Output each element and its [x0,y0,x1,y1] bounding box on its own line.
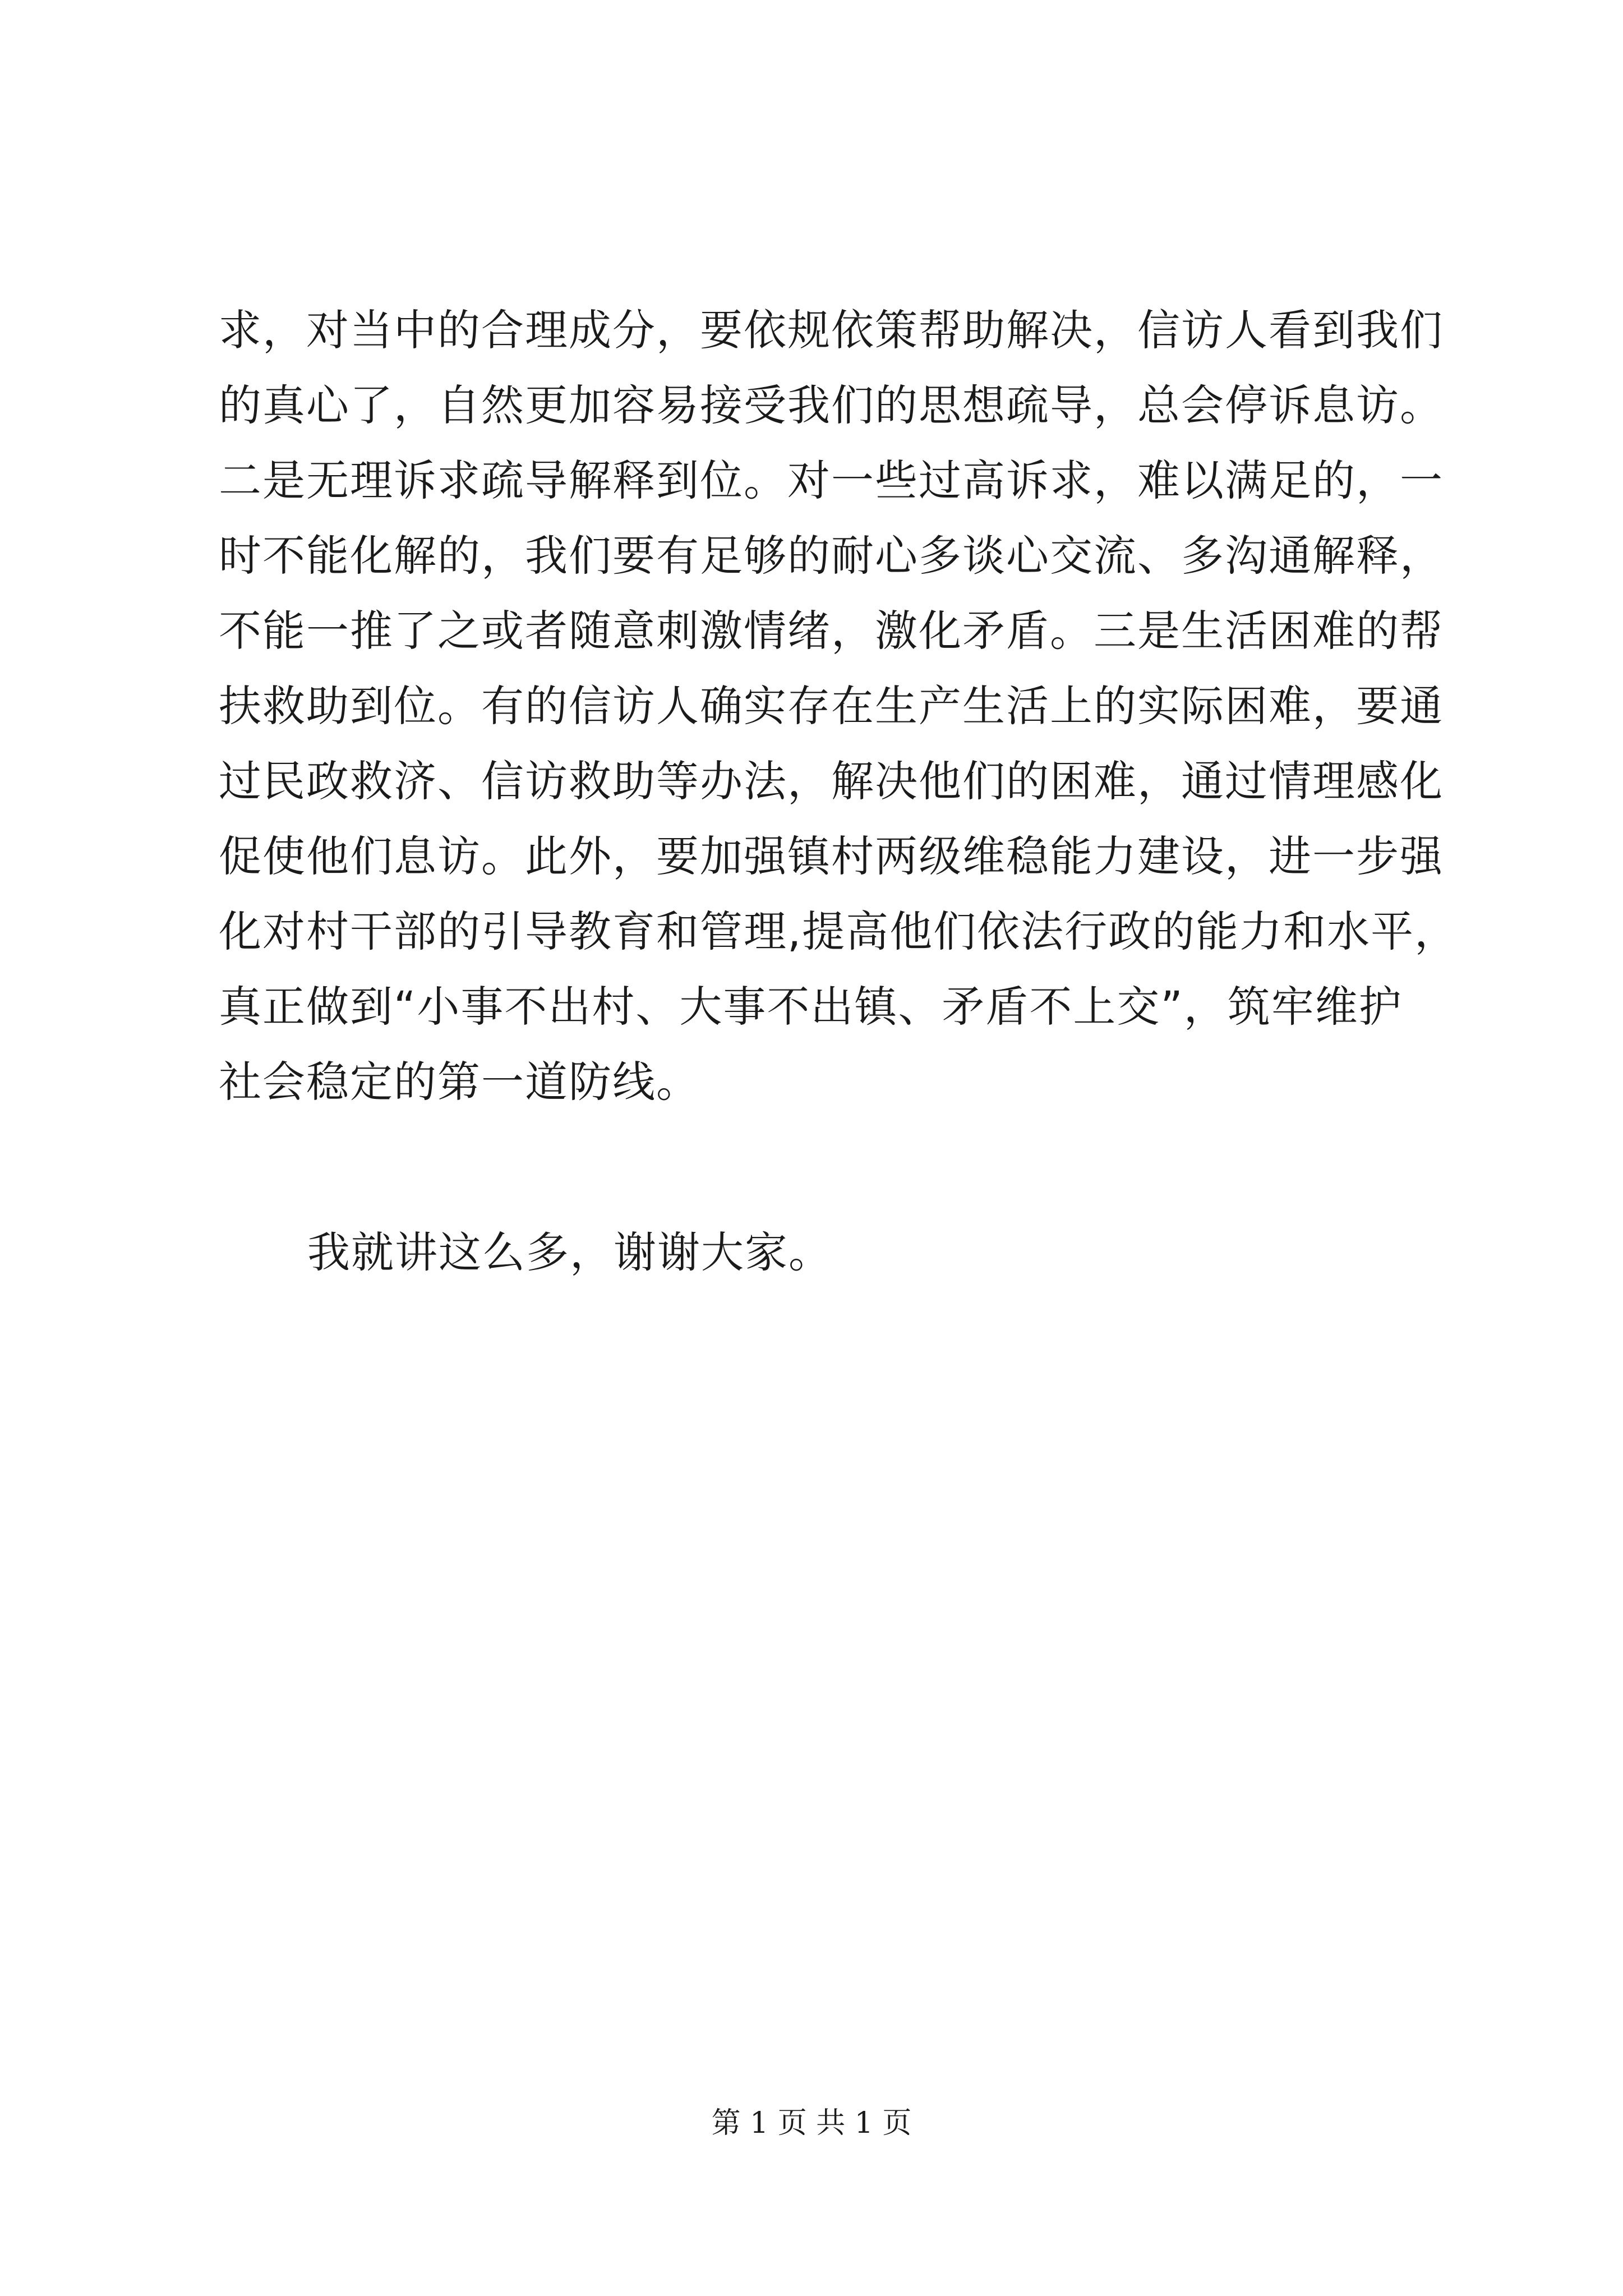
text-line: 扶救助到位。有的信访人确实存在生产生活上的实际困难，要通 [219,681,1444,731]
page-footer: 第 1 页 共 1 页 [711,2106,912,2140]
text-line: 二是无理诉求疏导解释到位。对一些过高诉求，难以满足的，一 [219,455,1444,505]
text-line: 社会稳定的第一道防线。 [219,1057,700,1107]
text-line: 过民政救济、信访救助等办法，解决他们的困难，通过情理感化 [219,756,1444,806]
text-line: 化对村干部的引导教育和管理,提高他们依法行政的能力和水平， [219,907,1459,956]
text-line: 求，对当中的合理成分，要依规依策帮助解决，信访人看到我们 [219,305,1444,355]
text-line: 的真心了，自然更加容易接受我们的思想疏导，总会停诉息访。 [219,380,1444,430]
text-line: 真正做到“小事不出村、大事不出镇、矛盾不上交”，筑牢维护 [219,982,1403,1032]
text-line: 时不能化解的，我们要有足够的耐心多谈心交流、多沟通解释， [219,531,1444,581]
text-line: 促使他们息访。此外，要加强镇村两级维稳能力建设，进一步强 [219,831,1444,881]
body-paragraph [219,293,1459,1120]
text-line: 不能一推了之或者随意刺激情绪，激化矛盾。三是生活困难的帮 [219,606,1444,656]
closing-paragraph: 我就讲这么多，谢谢大家。 [307,1227,832,1277]
